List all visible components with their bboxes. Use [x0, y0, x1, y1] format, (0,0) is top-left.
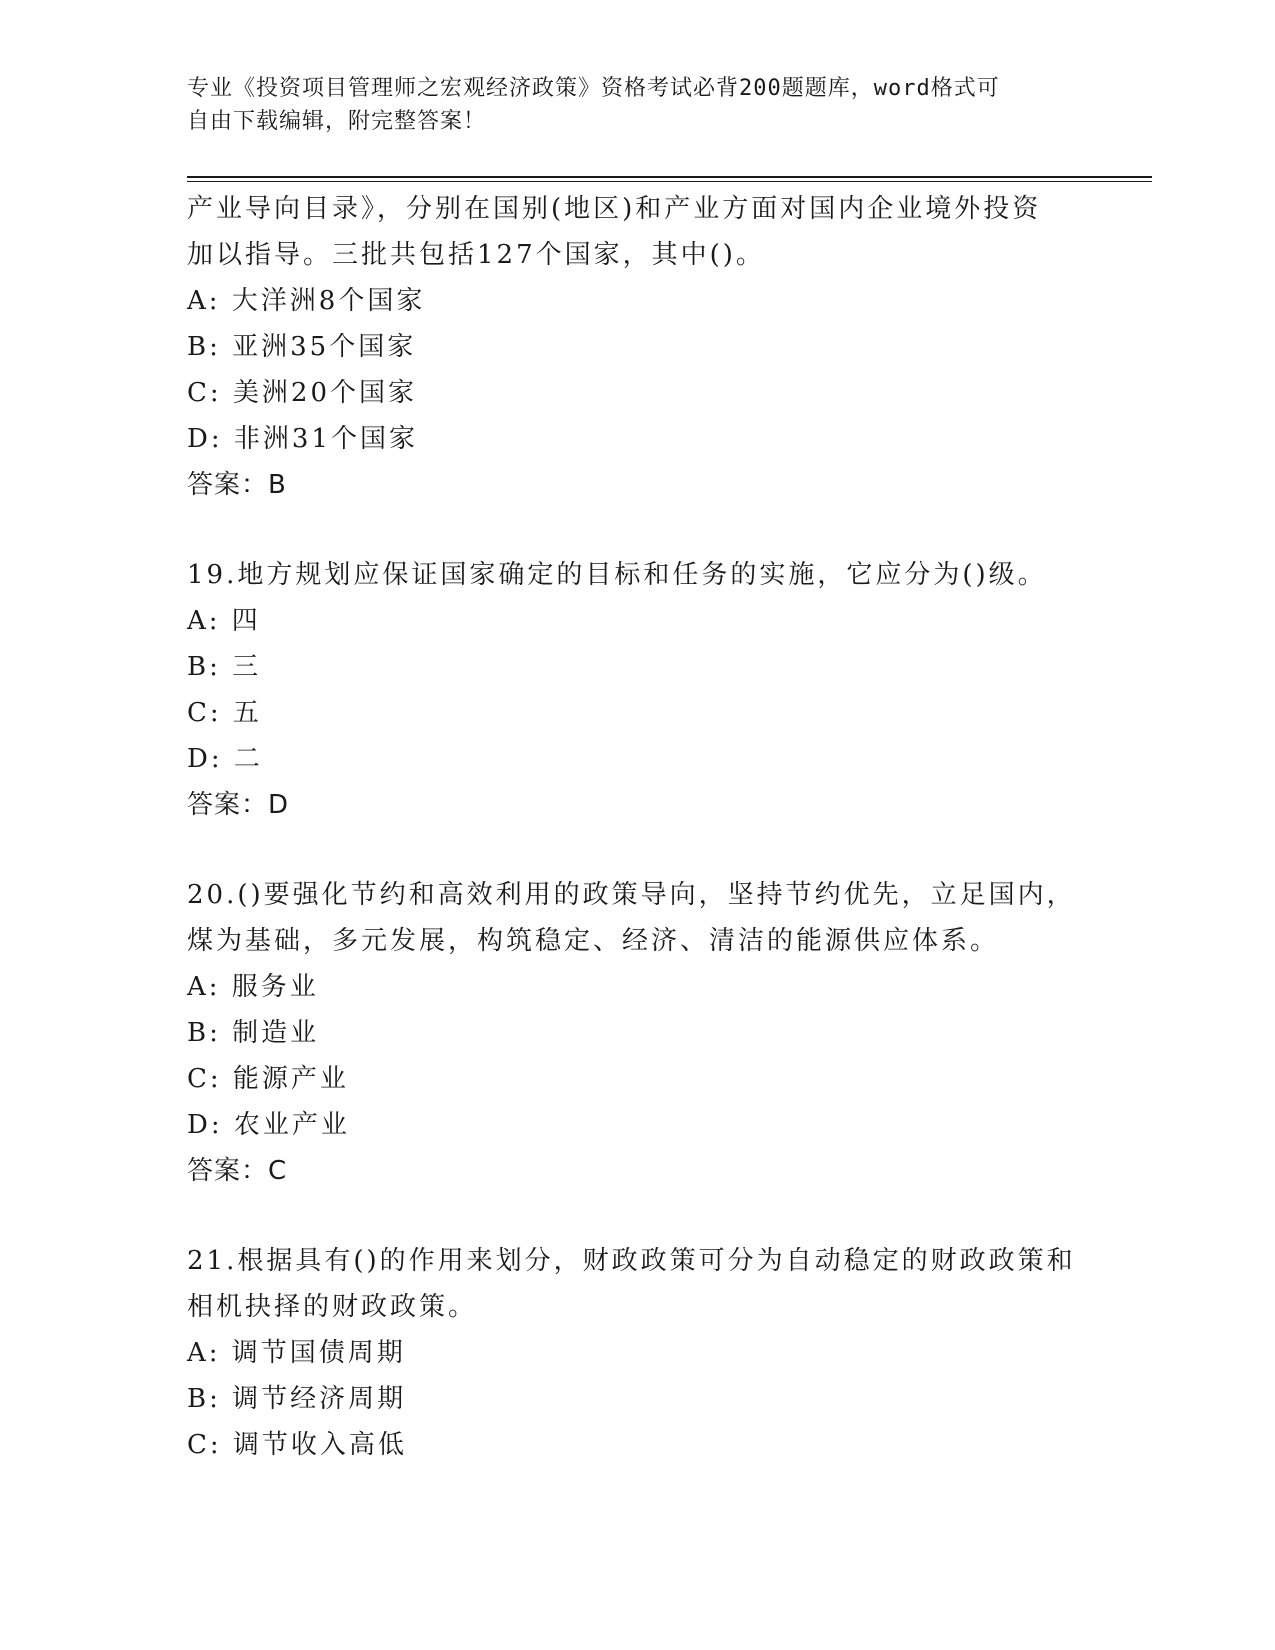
option-b: B: 三 [187, 652, 262, 682]
option-c: C: 调节收入高低 [187, 1430, 407, 1460]
question-stem-line: 20.()要强化节约和高效利用的政策导向，坚持节约优先，立足国内， [187, 880, 1076, 910]
option-a: A: 四 [187, 606, 261, 636]
spacer [187, 1194, 1117, 1238]
answer-line: 答案：D [187, 790, 290, 820]
document-header [187, 72, 1087, 138]
option-a: A: 大洋洲8个国家 [187, 286, 426, 316]
option-c: C: 能源产业 [187, 1064, 349, 1094]
question-stem-line: 19.地方规划应保证国家确定的目标和任务的实施，它应分为()级。 [187, 560, 1047, 590]
option-b: B: 制造业 [187, 1018, 320, 1048]
option-d: D: 农业产业 [187, 1110, 350, 1140]
question-block [187, 552, 1117, 828]
document-body [187, 186, 1117, 1468]
question-stem-line: 产业导向目录》，分别在国别(地区)和产业方面对国内企业境外投资 [187, 194, 1042, 224]
header-divider-thin [187, 181, 1152, 182]
question-block [187, 872, 1117, 1194]
option-c: C: 美洲20个国家 [187, 378, 418, 408]
option-a: A: 服务业 [187, 972, 319, 1002]
question-stem-line: 加以指导。三批共包括127个国家，其中()。 [187, 240, 765, 270]
header-line-1: 专业《投资项目管理师之宏观经济政策》资格考试必背200题题库，word格式可 [187, 76, 1000, 101]
question-stem-line: 煤为基础，多元发展，构筑稳定、经济、清洁的能源供应体系。 [187, 926, 1000, 956]
question-stem-line: 相机抉择的财政政策。 [187, 1292, 478, 1322]
spacer [187, 828, 1117, 872]
question-stem-line: 21.根据具有()的作用来划分，财政政策可分为自动稳定的财政政策和 [187, 1246, 1076, 1276]
answer-line: 答案：C [187, 1156, 288, 1186]
header-divider-thick [187, 176, 1152, 178]
option-d: D: 非洲31个国家 [187, 424, 418, 454]
option-b: B: 调节经济周期 [187, 1384, 407, 1414]
option-c: C: 五 [187, 698, 262, 728]
answer-line: 答案：B [187, 470, 287, 500]
option-a: A: 调节国债周期 [187, 1338, 406, 1368]
header-line-2: 自由下载编辑，附完整答案！ [187, 109, 487, 134]
option-d: D: 二 [187, 744, 263, 774]
question-block [187, 186, 1117, 508]
spacer [187, 508, 1117, 552]
option-b: B: 亚洲35个国家 [187, 332, 417, 362]
question-block [187, 1238, 1117, 1468]
